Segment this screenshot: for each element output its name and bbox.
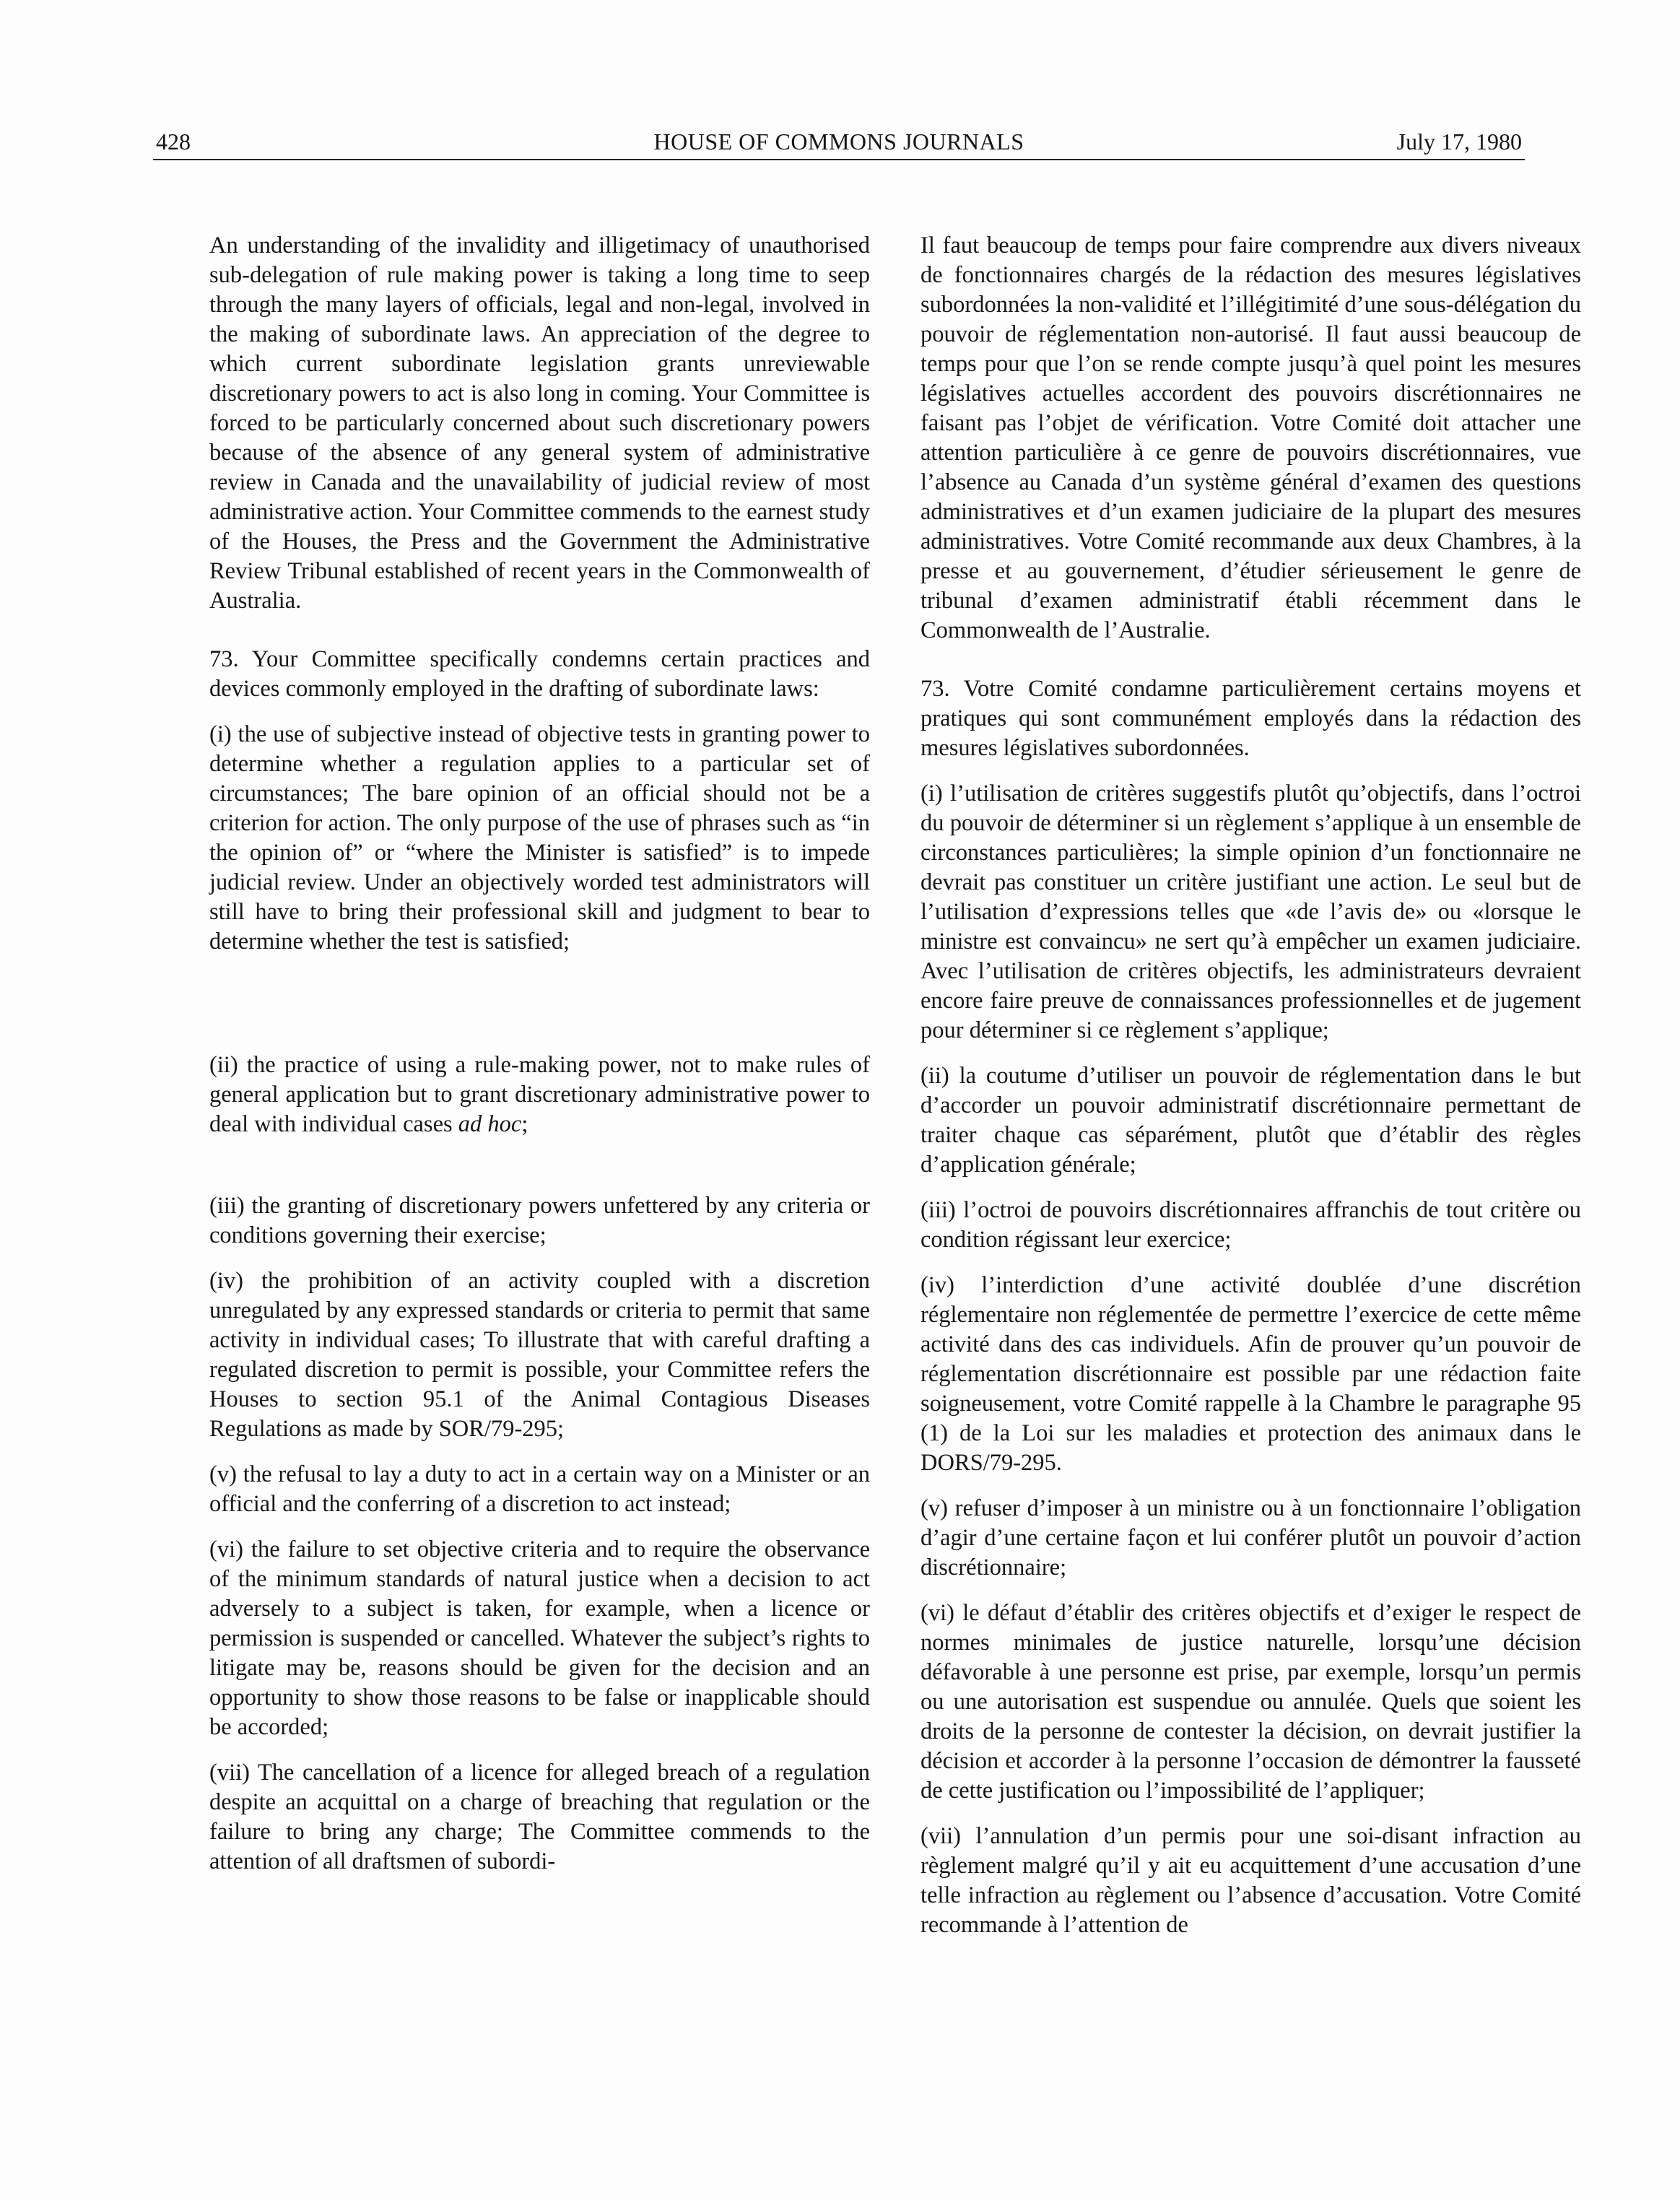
- english-item-v: (v) the refusal to lay a duty to act in a certain way on a Minister or an official and the conferring of a discretion to act instead;: [209, 1461, 870, 1517]
- english-item-iv: (iv) the prohibition of an activity coupled with a discretion unregulated by any expressed standards or criteria to permit that same activity in individual cases; To illustrate that with careful drafting a regulated discretion to permit is possible, your Committee refers the Houses to section 95.1 of the Animal Contagious Diseases Regulations as made by SOR/79-295;: [209, 1268, 870, 1442]
- english-item-i: (i) the use of subjective instead of objective tests in granting power to determine whether a regulation applies to a particular set of circumstances; The bare opinion of an official should not be a criterion for action. The only purpose of the use of phrases such as “in the opinion of” or “where the Minister is satisfied” is to impede judicial review. Under an objectively worded test administrators will still have to bring their professional skill and judgment to bear to determine whether the test is satisfied;: [209, 721, 870, 955]
- french-item-vi: (vi) le défaut d’établir des critères objectifs et d’exiger le respect de normes minimales de justice naturelle, lorsqu’une décision défavorable à une personne est prise, par exemple, lorsqu’un permis ou une autorisation est suspendue ou annulée. Quels que soient les droits de la personne de contester la décision, on devrait justifier la décision et accorder à la personne l’occasion de démontrer la fausseté de cette justification ou l’impossibilité de l’appliquer;: [920, 1600, 1581, 1804]
- english-item-iii: (iii) the granting of discretionary powers unfettered by any criteria or conditions governing their exercise;: [209, 1193, 870, 1248]
- english-item-vi: (vi) the failure to set objective criteria and to require the observance of the minimum standards of natural justice when a decision to act adversely to a subject is taken, for example, when a licence or permission is suspended or cancelled. Whatever the subject’s rights to litigate may be, reasons should be given for the decision and an opportunity to show those reasons to be false or inapplicable should be accorded;: [209, 1536, 870, 1740]
- french-item-i: (i) l’utilisation de critères suggestifs plutôt qu’objectifs, dans l’octroi du pouvoir de déterminer si un règlement s’applique à un ensemble de circonstances particulières; la simple opinion d’un fonctionnaire ne devrait pas constituer un critère justifiant une action. Le seul but de l’utilisation d’expressions telles que «de l’avis de» ou «lorsque le ministre est convaincu» ne sert qu’à empêcher un examen judiciaire. Avec l’utilisation de critères objectifs, les administrateurs devraient encore faire preuve de connaissances professionnelles et de jugement pour déterminer si ce règlement s’applique;: [920, 781, 1581, 1043]
- english-column: [209, 231, 870, 1877]
- english-item-ii: (ii) the practice of using a rule-making power, not to make rules of general application but to grant discretionary administrative power to deal with individual cases ad hoc;: [209, 1052, 870, 1137]
- page-number: 428: [156, 129, 191, 155]
- english-item-vii: (vii) The cancellation of a licence for alleged breach of a regulation despite an acquittal on a charge of breaching that regulation or the failure to bring any charge; The Committee commends to the attention of all draftsmen of subordi-: [209, 1760, 870, 1874]
- english-paragraph-73: 73. Your Committee specifically condemns certain practices and devices commonly employed in the drafting of subordinate laws:: [209, 646, 870, 702]
- french-intro-paragraph: Il faut beaucoup de temps pour faire comprendre aux divers niveaux de fonctionnaires chargés de la rédaction des mesures législatives subordonnées la non-validité et l’illégitimité d’une sous-délégation du pouvoir de réglementation non-autorisé. Il faut aussi beaucoup de temps pour que l’on se rende compte jusqu’à quel point les mesures législatives actuelles accordent des pouvoirs discrétionnaires ne faisant pas l’objet de vérification. Votre Comité doit attacher une attention particulière à ce genre de pouvoirs discrétionnaires, vue l’absence au Canada d’un système général d’examen des questions administratives et d’un examen judiciaire de la plupart des mesures administratives. Votre Comité recommande aux deux Chambres, à la presse et au gouvernement, d’étudier sérieusement le genre de tribunal d’examen administratif établi récemment dans le Commonwealth de l’Australie.: [920, 232, 1581, 643]
- french-item-ii: (ii) la coutume d’utiliser un pouvoir de réglementation dans le but d’accorder un pouvoir administratif discrétionnaire permettant de traiter chaque cas séparément, plutôt que d’établir des règles d’application générale;: [920, 1063, 1581, 1178]
- french-item-vii: (vii) l’annulation d’un permis pour une soi-disant infraction au règlement malgré qu’il y ait eu acquittement d’une accusation d’une telle infraction au règlement ou l’absence d’accusation. Votre Comité recommande à l’attention de: [920, 1823, 1581, 1938]
- french-item-iii: (iii) l’octroi de pouvoirs discrétionnaires affranchis de tout critère ou condition régissant leur exercice;: [920, 1197, 1581, 1253]
- english-item-ii-italic: ad hoc: [458, 1111, 522, 1137]
- french-column: [920, 231, 1581, 1940]
- journal-title: HOUSE OF COMMONS JOURNALS: [653, 129, 1024, 155]
- page-date: July 17, 1980: [1396, 129, 1522, 155]
- page-header: [153, 124, 1525, 160]
- french-paragraph-73: 73. Votre Comité condamne particulièrement certains moyens et pratiques qui sont communément employés dans la rédaction des mesures législatives subordonnées.: [920, 676, 1581, 761]
- french-item-v: (v) refuser d’imposer à un ministre ou à un fonctionnaire l’obligation d’agir d’une certaine façon et lui conférer plutôt un pouvoir d’action discrétionnaire;: [920, 1495, 1581, 1581]
- english-intro-paragraph: An understanding of the invalidity and illigetimacy of unauthorised sub-delegation of rule making power is taking a long time to seep through the many layers of officials, legal and non-legal, involved in the making of subordinate laws. An appreciation of the degree to which current subordinate legislation grants unreviewable discretionary powers to act is also long in coming. Your Committee is forced to be particularly concerned about such discretionary powers because of the absence of any general system of administrative review in Canada and the unavailability of judicial review of most administrative action. Your Committee commends to the earnest study of the Houses, the Press and the Government the Administrative Review Tribunal established of recent years in the Commonwealth of Australia.: [209, 232, 870, 614]
- french-item-iv: (iv) l’interdiction d’une activité doublée d’une discrétion réglementaire non réglementée de permettre l’exercice de cette même activité dans des cas individuels. Afin de prouver qu’un pouvoir de réglementation discrétionnaire est possible par une rédaction faite soigneusement, votre Comité rappelle à la Chambre le paragraphe 95 (1) de la Loi sur les maladies et protection des animaux dans le DORS/79-295.: [920, 1272, 1581, 1476]
